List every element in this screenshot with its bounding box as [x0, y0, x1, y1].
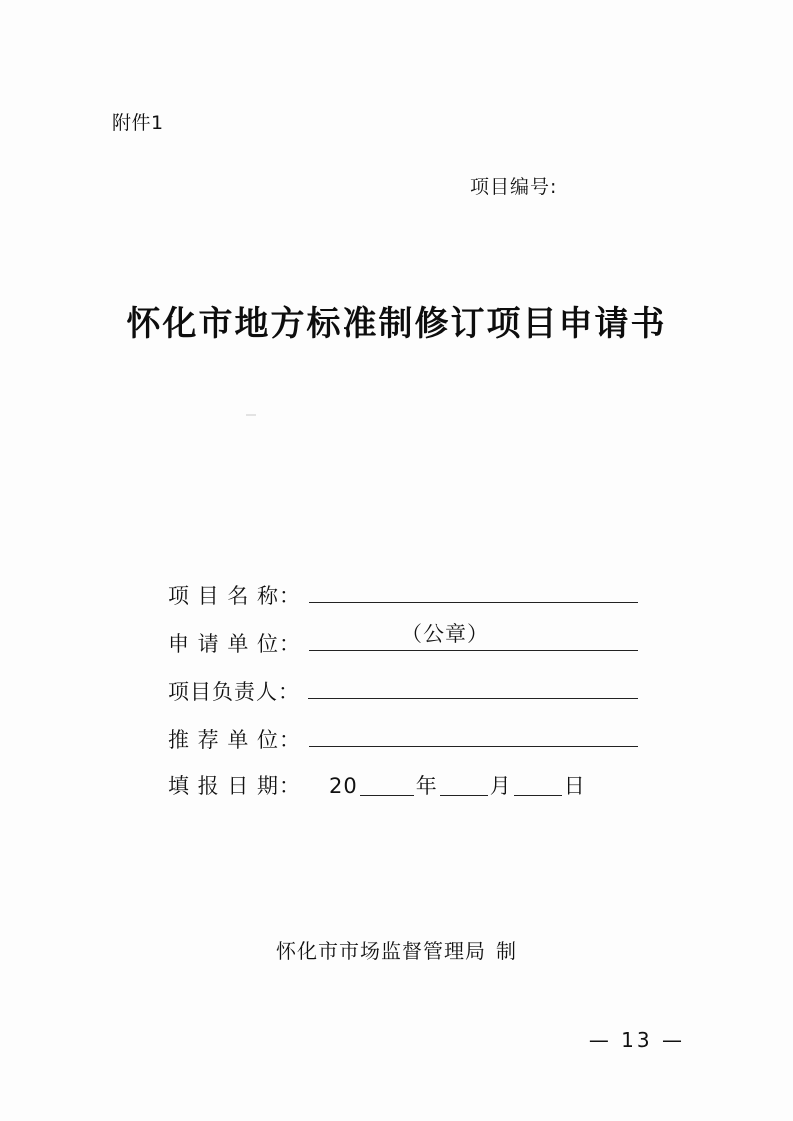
- attachment-label: 附件1: [112, 112, 164, 134]
- field-input-project-leader[interactable]: [308, 674, 638, 699]
- date-month-blank[interactable]: [440, 795, 488, 796]
- field-row-project-leader: [168, 674, 638, 722]
- field-label-project-name: 项 目 名 称：: [168, 584, 302, 608]
- field-row-recommending-unit: [168, 722, 638, 770]
- date-year-unit: 年: [415, 774, 438, 798]
- field-row-submission-date: [168, 770, 638, 818]
- field-input-project-name[interactable]: [309, 578, 638, 603]
- field-label-recommending-unit: 推 荐 单 位：: [168, 728, 302, 752]
- field-input-applicant-unit[interactable]: [309, 622, 638, 651]
- field-label-project-leader: 项目负责人：: [168, 680, 300, 704]
- page-title: 怀化市地方标准制修订项目申请书: [126, 304, 667, 344]
- official-seal-note: （公章）: [401, 622, 490, 646]
- issuer-line: [0, 935, 793, 964]
- field-label-submission-date: 填 报 日 期：: [168, 774, 302, 798]
- field-row-applicant-unit: [168, 622, 638, 674]
- date-month-unit: 月: [489, 774, 512, 798]
- page-number: — 13 —: [588, 1028, 685, 1052]
- project-number-label: 项目编号:: [470, 176, 558, 198]
- field-label-applicant-unit: 申 请 单 位：: [168, 632, 302, 656]
- date-day-blank[interactable]: [514, 795, 562, 796]
- date-year-prefix: 20: [329, 774, 358, 798]
- scan-speck: [246, 414, 256, 416]
- date-day-unit: 日: [563, 774, 586, 798]
- field-input-recommending-unit[interactable]: [309, 722, 638, 747]
- issuer-name: 怀化市市场监督管理局: [276, 939, 486, 963]
- form-fields: [168, 578, 638, 818]
- issuer-suffix: 制: [496, 939, 517, 963]
- field-input-submission-date[interactable]: [329, 770, 586, 800]
- date-year-blank[interactable]: [360, 795, 414, 796]
